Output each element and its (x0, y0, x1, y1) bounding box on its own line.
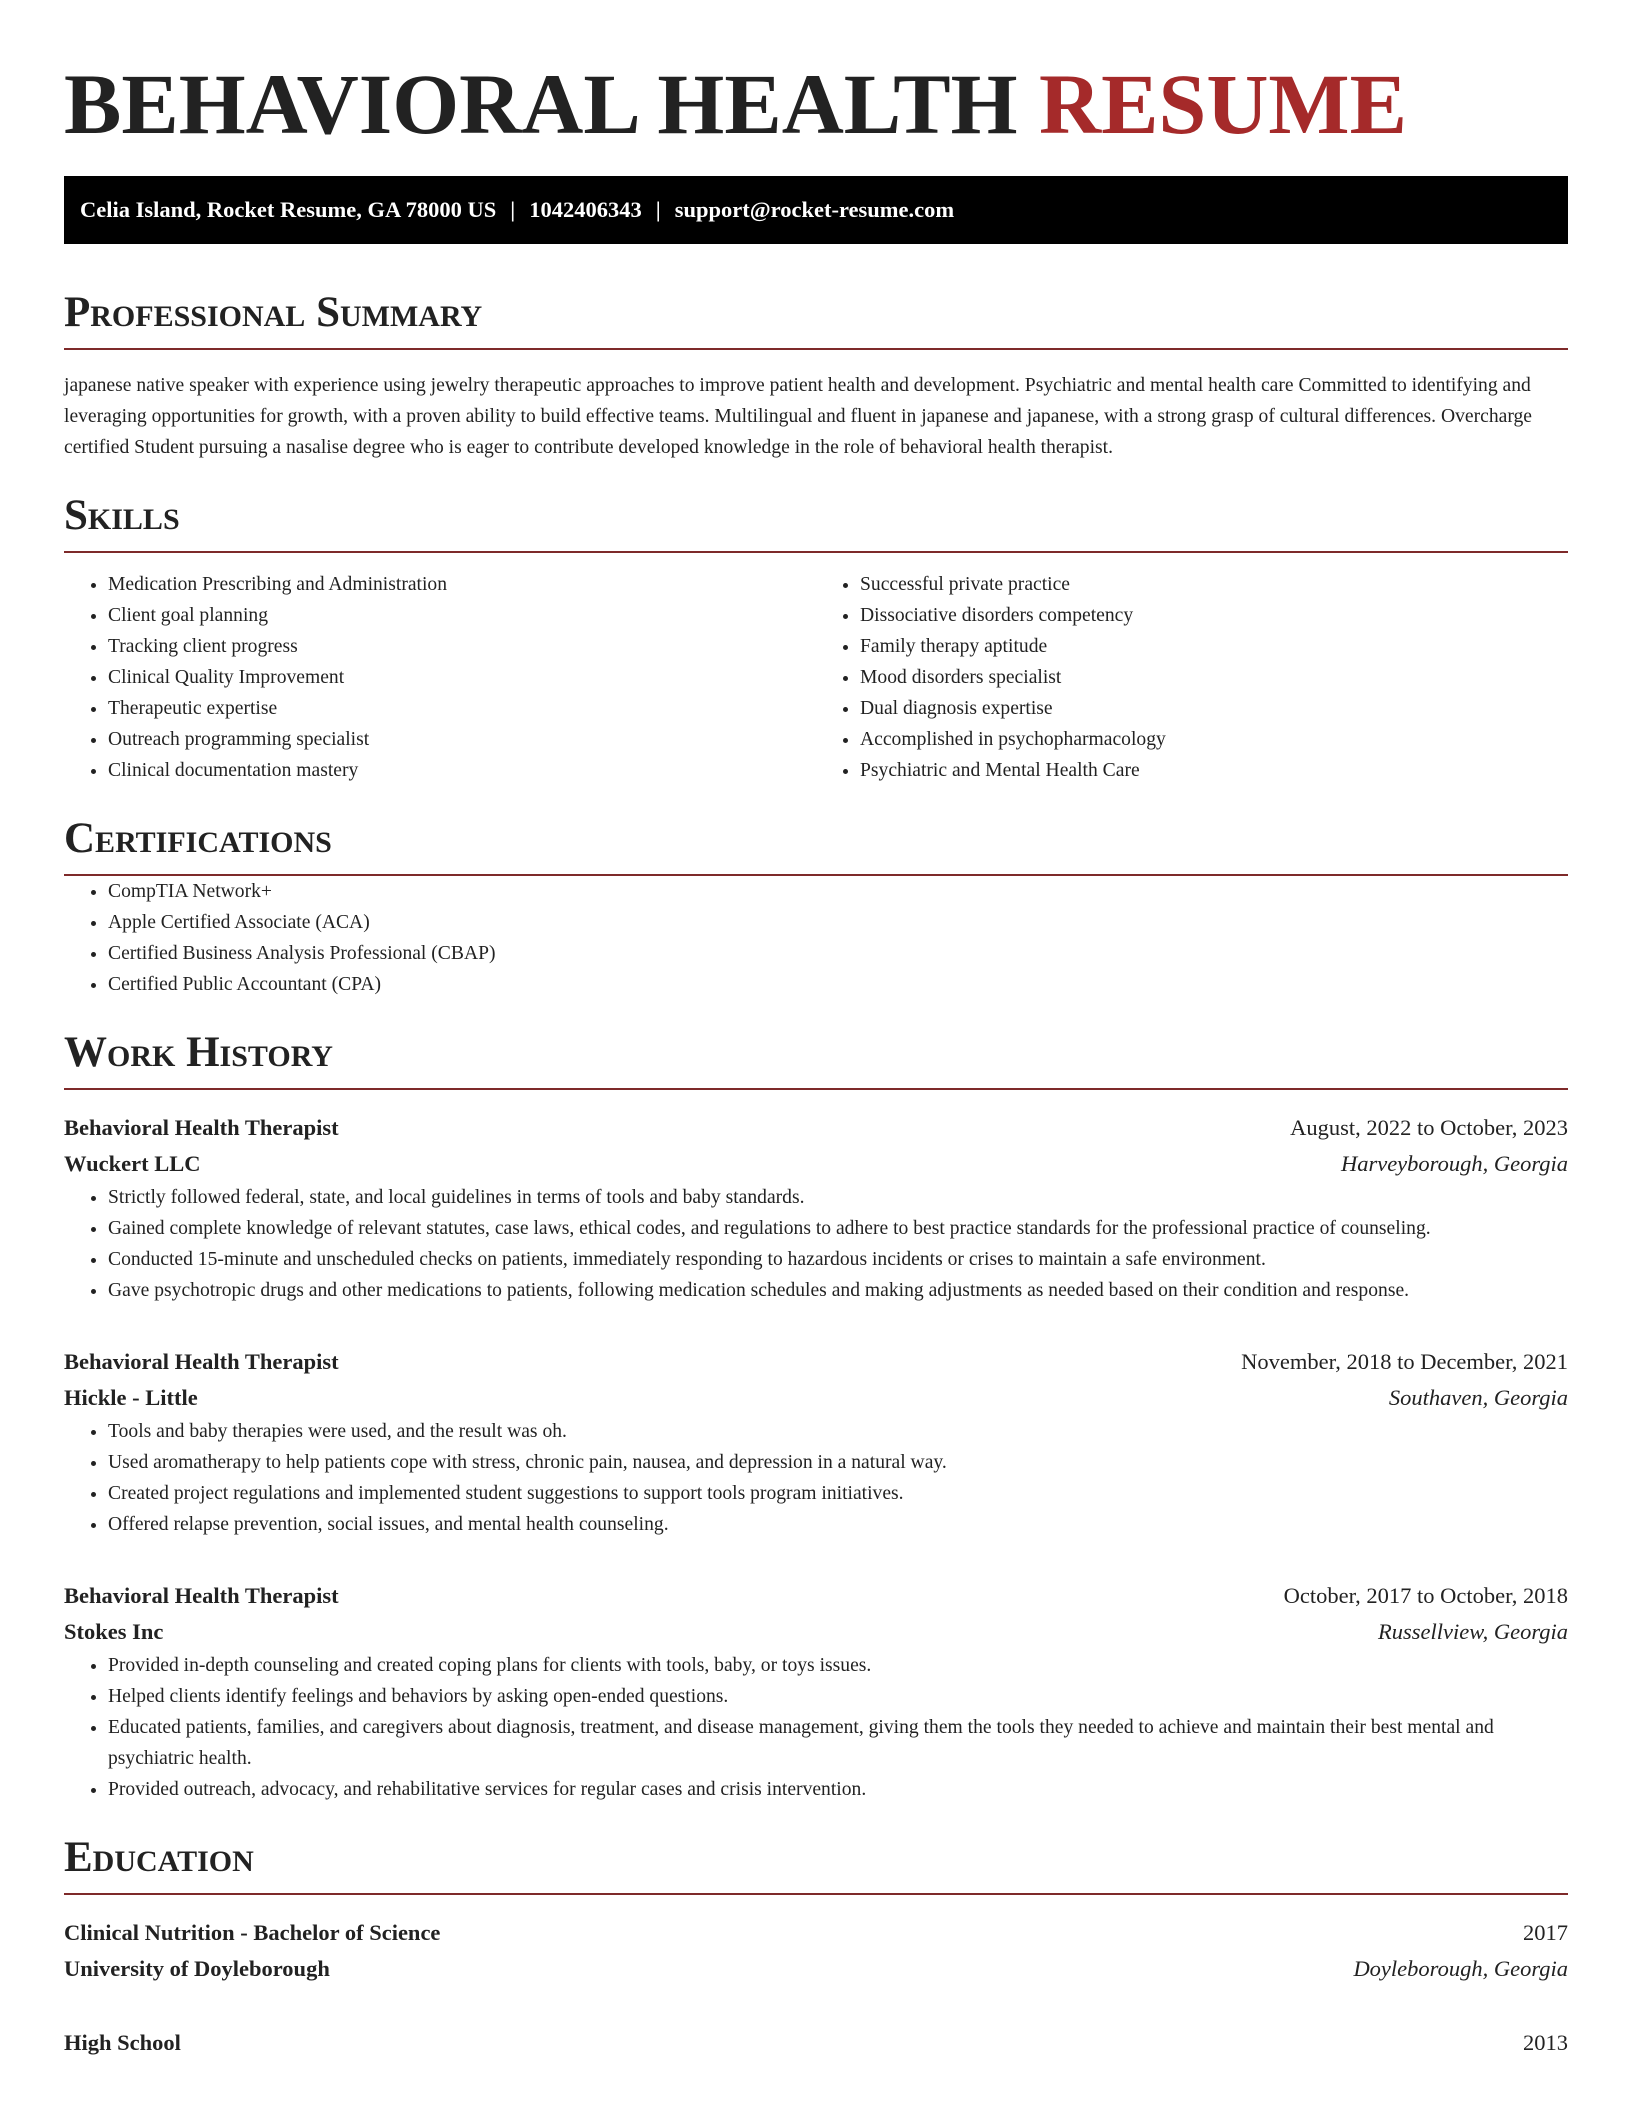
skills-column-left (64, 569, 816, 786)
job-company: Wuckert LLC (64, 1151, 201, 1176)
job-entry (64, 1344, 1568, 1540)
section-divider (64, 1088, 1568, 1090)
skill-item: • Mood disorders specialist (860, 662, 1568, 693)
section-divider (64, 348, 1568, 350)
job-bullet: • Gave psychotropic drugs and other medications to patients, following medication schedules and making adjustments as needed based on their condition and response. (108, 1275, 1568, 1306)
job-dates: October, 2017 to October, 2018 (1283, 1583, 1568, 1608)
job-company-row (64, 1614, 1568, 1650)
skill-item: • Clinical documentation mastery (108, 755, 816, 786)
summary-heading: Professional Summary (64, 289, 483, 336)
job-title: Behavioral Health Therapist (64, 1115, 339, 1140)
contact-address: Celia Island, Rocket Resume, GA 78000 US (80, 197, 497, 222)
education-school: University of Doyleborough (64, 1956, 330, 1981)
contact-bar (64, 176, 1568, 244)
skills-list-left (64, 569, 816, 786)
skill-item: • Dissociative disorders competency (860, 600, 1568, 631)
certification-item: • Certified Public Accountant (CPA) (108, 969, 1568, 1000)
title-accent: RESUME (1039, 56, 1407, 152)
job-dates: August, 2022 to October, 2023 (1290, 1115, 1568, 1140)
education-entry (64, 1915, 1568, 1987)
education-header-row (64, 1915, 1568, 1951)
skill-item: • Outreach programming specialist (108, 724, 816, 755)
work-history-heading: Work History (64, 1029, 333, 1076)
certification-item: • Certified Business Analysis Professional (CBAP) (108, 938, 1568, 969)
title-main: BEHAVIORAL HEALTH (64, 56, 1040, 152)
certification-item: • Apple Certified Associate (ACA) (108, 907, 1568, 938)
contact-email[interactable]: support@rocket-resume.com (674, 197, 955, 222)
contact-separator: | (510, 197, 516, 222)
job-company: Stokes Inc (64, 1619, 164, 1644)
job-entry (64, 1578, 1568, 1805)
skill-item: • Tracking client progress (108, 631, 816, 662)
contact-separator: | (655, 197, 661, 222)
job-title: Behavioral Health Therapist (64, 1583, 339, 1608)
education-entry (64, 2025, 1568, 2061)
job-bullet: • Provided outreach, advocacy, and rehabilitative services for regular cases and crisis intervention. (108, 1774, 1568, 1805)
job-location: Southaven, Georgia (1388, 1385, 1568, 1410)
skills-heading: Skills (64, 492, 180, 539)
summary-text: japanese native speaker with experience using jewelry therapeutic approaches to improve patient health and development. Psychiatric and mental health care Committed to identifying and leveraging opportunities for growth, with a proven ability to build effective teams. Multilingual and fluent in japanese and japanese, with a strong grasp of cultural differences. Overcharge certified Student pursuing a nasalise degree who is eager to contribute developed knowledge in the role of behavioral health therapist. (64, 375, 1533, 458)
job-bullet: • Provided in-depth counseling and created coping plans for clients with tools, baby, or toys issues. (108, 1650, 1568, 1681)
education-year: 2013 (1523, 2030, 1568, 2055)
skills-section (64, 491, 1568, 786)
job-bullets (64, 1182, 1568, 1306)
job-dates: November, 2018 to December, 2021 (1241, 1349, 1568, 1374)
certifications-heading: Certifications (64, 815, 332, 862)
job-company-row (64, 1146, 1568, 1182)
skills-list-right (816, 569, 1568, 786)
job-header-row (64, 1110, 1568, 1146)
job-bullet: • Helped clients identify feelings and behaviors by asking open-ended questions. (108, 1681, 1568, 1712)
certifications-section (64, 814, 1568, 1000)
skill-item: • Family therapy aptitude (860, 631, 1568, 662)
education-degree: High School (64, 2030, 181, 2055)
work-history-section (64, 1028, 1568, 1805)
skill-item: • Clinical Quality Improvement (108, 662, 816, 693)
skill-item: • Client goal planning (108, 600, 816, 631)
contact-phone: 1042406343 (529, 197, 642, 222)
section-divider (64, 551, 1568, 553)
education-degree: Clinical Nutrition - Bachelor of Science (64, 1920, 441, 1945)
skill-item: • Dual diagnosis expertise (860, 693, 1568, 724)
job-title: Behavioral Health Therapist (64, 1349, 339, 1374)
job-bullet: • Tools and baby therapies were used, and the result was oh. (108, 1416, 1568, 1447)
job-location: Harveyborough, Georgia (1340, 1151, 1568, 1176)
skill-item: • Psychiatric and Mental Health Care (860, 755, 1568, 786)
job-bullet: • Used aromatherapy to help patients cope with stress, chronic pain, nausea, and depression in a natural way. (108, 1447, 1568, 1478)
job-bullet: • Conducted 15-minute and unscheduled checks on patients, immediately responding to hazardous incidents or crises to maintain a safe environment. (108, 1244, 1568, 1275)
job-company-row (64, 1380, 1568, 1416)
job-header-row (64, 1578, 1568, 1614)
job-bullet: • Strictly followed federal, state, and local guidelines in terms of tools and baby standards. (108, 1182, 1568, 1213)
job-header-row (64, 1344, 1568, 1380)
education-header-row (64, 2025, 1568, 2061)
job-entry (64, 1110, 1568, 1306)
resume-title (64, 52, 1568, 156)
job-bullets (64, 1650, 1568, 1805)
job-location: Russellview, Georgia (1378, 1619, 1568, 1644)
education-section (64, 1833, 1568, 2061)
job-bullet: • Educated patients, families, and caregivers about diagnosis, treatment, and disease management, giving them the tools they needed to achieve and maintain their best mental and psychiatric health. (108, 1712, 1568, 1774)
education-school-row (64, 1951, 1568, 1987)
skill-item: • Successful private practice (860, 569, 1568, 600)
job-bullet: • Created project regulations and implemented student suggestions to support tools program initiatives. (108, 1478, 1568, 1509)
summary-section (64, 288, 1568, 463)
education-heading: Education (64, 1834, 254, 1881)
education-location: Doyleborough, Georgia (1353, 1956, 1568, 1981)
certifications-list (64, 876, 1568, 1000)
job-company: Hickle - Little (64, 1385, 198, 1410)
section-divider (64, 1893, 1568, 1895)
certification-item: • CompTIA Network+ (108, 876, 1568, 907)
job-bullets (64, 1416, 1568, 1540)
education-year: 2017 (1523, 1920, 1568, 1945)
job-bullet: • Gained complete knowledge of relevant statutes, case laws, ethical codes, and regulations to adhere to best practice standards for the professional practice of counseling. (108, 1213, 1568, 1244)
skill-item: • Therapeutic expertise (108, 693, 816, 724)
skills-column-right (816, 569, 1568, 786)
skill-item: • Medication Prescribing and Administration (108, 569, 816, 600)
skill-item: • Accomplished in psychopharmacology (860, 724, 1568, 755)
job-bullet: • Offered relapse prevention, social issues, and mental health counseling. (108, 1509, 1568, 1540)
skills-grid (64, 569, 1568, 786)
